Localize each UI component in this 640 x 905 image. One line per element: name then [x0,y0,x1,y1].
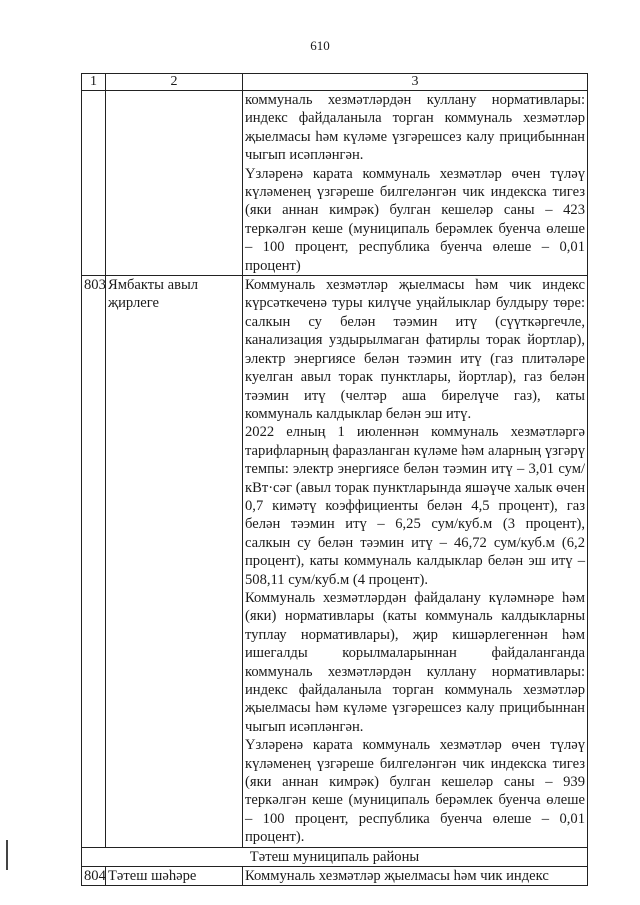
table-row [82,867,588,886]
description-cell [243,91,588,276]
table-row [82,276,588,848]
description-cell [243,276,588,848]
header-cell-1: 1 [82,74,106,91]
section-title: Тәтеш муниципаль районы [82,847,588,866]
page-number: 610 [310,38,330,53]
description-paragraph: Үзләренә карата коммуналь хезмәтләр өчен түләү күләменең үзгәреше билгеләнгән чик индекска тигез (яки аннан кимрәк) булган кешеләр саны – 423 теркәлгән кеше (муниципаль берәмлек буенча өлеше – 100 процент, республика буенча өлеше – 0,01 процент) [245,165,585,274]
settlement-name [106,91,243,276]
row-number: 803 [82,276,106,848]
header-cell-2: 2 [106,74,243,91]
row-number [82,91,106,276]
row-number: 804 [82,867,106,886]
settlement-name: Ямбакты авыл җирлеге [106,276,243,848]
description-paragraph: Үзләренә карата коммуналь хезмәтләр өчен түләү күләменең үзгәреше билгеләнгән чик индекска тигез (яки аннан кимрәк) булган кешеләр саны – 939 теркәлгән кеше (муниципаль берәмлек буенча өлеше – 100 процент, республика буенча өлеше – 0,01 процент). [245,737,585,846]
description-paragraph: Коммуналь хезмәтләрдән файдалану күләмнәре һәм (яки) нормативлары (каты коммуналь калдыкларны туплау нормативлары), җир кишәрлегеннән һәм ишегалды корылмаларыннан файдаланганда коммуналь хезмәтләрдән куллану нормативлары: индекс файдаланыла торган коммуналь хезмәтләр җыелмасы һәм күләме үзгәрешсез калу прицибыннан чыгып исәпләнгән. [245,589,585,735]
description-paragraph: Коммуналь хезмәтләр җыелмасы һәм чик индекс [245,868,549,885]
table-header-row [82,74,588,91]
section-row [82,847,588,866]
description-cell [243,867,588,886]
description-paragraph: Коммуналь хезмәтләр җыелмасы һәм чик индекс күрсәткеченә туры килүче уңайлыклар булдыру төре: салкын су белән тәэмин итү (сүүткәргечле, канализация уздырылмаган фатирлы торак йортлар), электр энергиясе белән тәэмин итү (газ плитәләре куелган авыл торак пунктлары, йортлар), газ белән тәэмин итү (челтәр аша бирелүче газ), каты коммуналь калдыклар белән эш итү. [245,277,585,422]
header-cell-3: 3 [243,74,588,91]
description-paragraph: коммуналь хезмәтләрдән куллану нормативлары: индекс файдаланыла торган коммуналь хезмәтләр җыелмасы һәм күләме үзгәрешсез калу прицибыннан чыгып исәпләнгән. [245,92,585,164]
tariff-table [81,73,588,886]
table-row [82,91,588,276]
scan-edge-mark [6,840,8,870]
settlement-name: Тәтеш шәһәре [106,867,243,886]
description-paragraph: 2022 елның 1 июленнән коммуналь хезмәтләргә тарифларның фаразланган күләме һәм аларның үзгәрү темпы: электр энергиясе белән тәэмин итү – 3,01 сум/кВт·сәг (авыл торак пунктларында яшәүче халык өчен 0,7 кимәтү коэффициенты белән 4,5 процент), газ белән тәэмин итү – 6,25 сум/куб.м (3 процент), салкын су белән тәэмин итү – 46,72 сум/куб.м (6,2 процент), каты коммуналь калдыклар белән эш итү – 508,11 сум/куб.м (4 процент). [245,424,585,588]
